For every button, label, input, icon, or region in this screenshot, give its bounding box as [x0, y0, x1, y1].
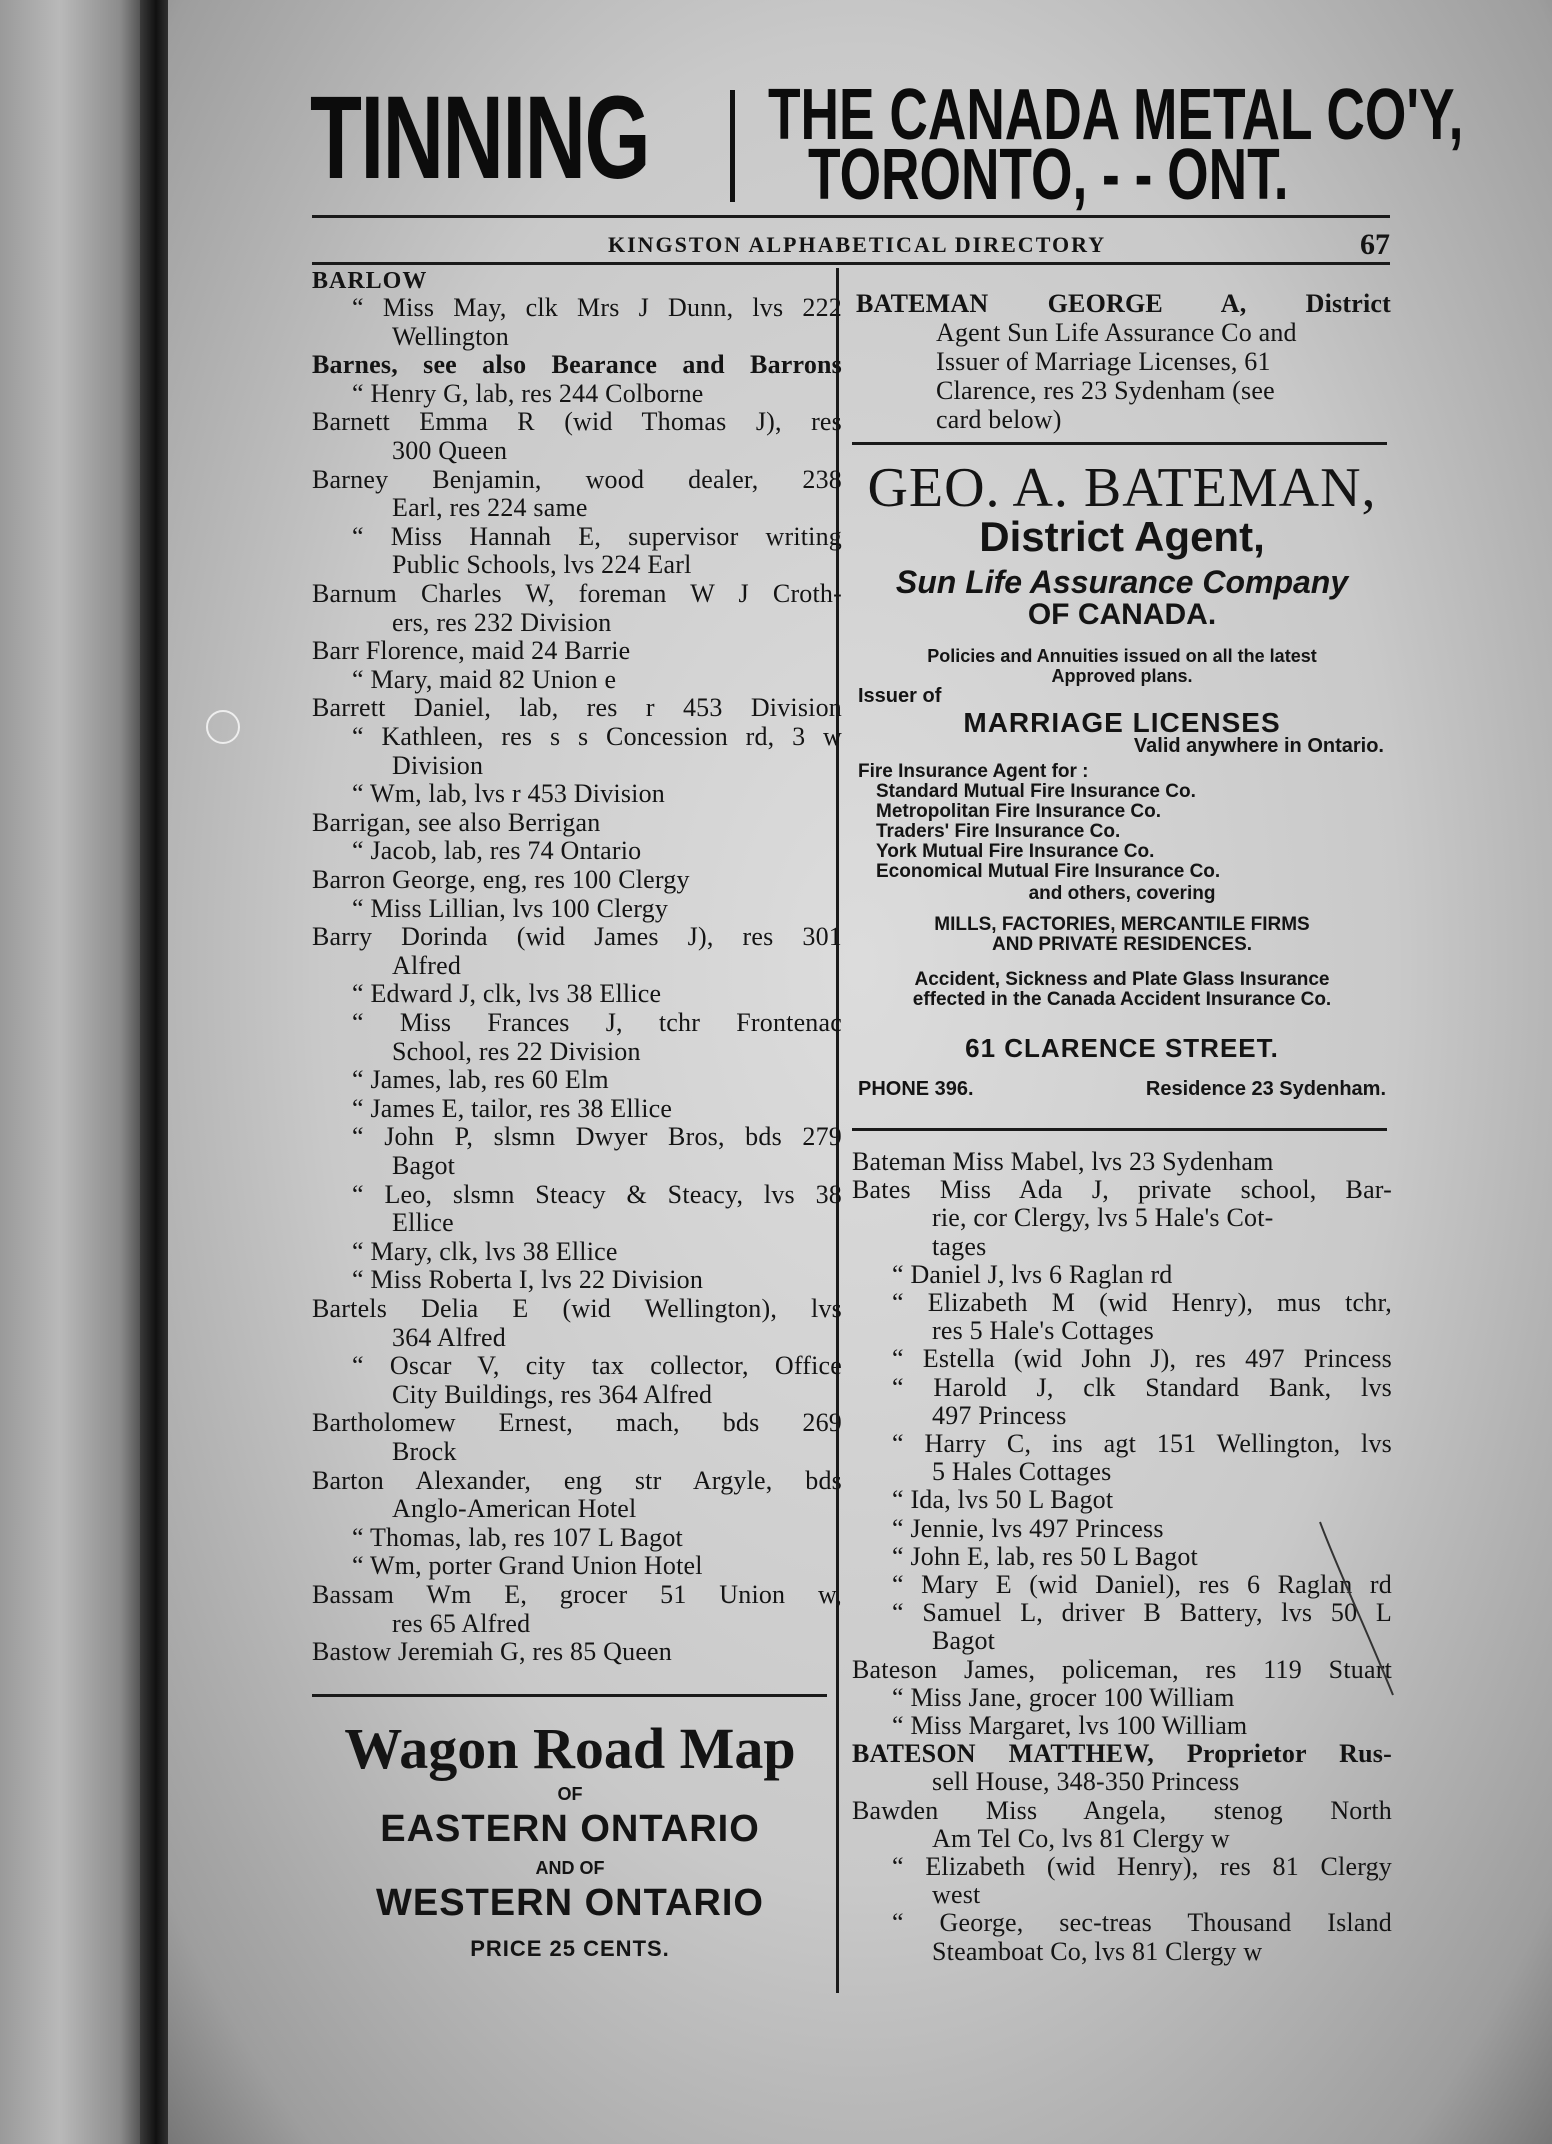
ad-fire-agent: Fire Insurance Agent for :: [858, 761, 1089, 782]
directory-entry: Bates Miss Ada J, private school, Bar-: [852, 1175, 1392, 1205]
directory-title: KINGSTON ALPHABETICAL DIRECTORY: [608, 232, 1107, 257]
directory-entry: sell House, 348-350 Princess: [932, 1767, 1240, 1797]
ad-accident-line1: Accident, Sickness and Plate Glass Insurance: [914, 969, 1330, 990]
directory-entry: “ Harry C, ins agt 151 Wellington, lvs: [892, 1429, 1392, 1458]
directory-entry: Alfred: [392, 950, 462, 980]
directory-entry: Steamboat Co, lvs 81 Clergy w: [932, 1936, 1263, 1966]
directory-entry: Bartholomew Ernest, mach, bds 269: [312, 1408, 842, 1438]
directory-entry: Barnum Charles W, foreman W J Croth-: [312, 579, 842, 608]
directory-entry: “ Leo, slsmn Steacy & Steacy, lvs 38: [352, 1179, 842, 1209]
directory-entry: 5 Hales Cottages: [932, 1457, 1112, 1487]
directory-entry: Barrigan, see also Berrigan: [312, 807, 601, 837]
directory-entry: “ John E, lab, res 50 L Bagot: [892, 1541, 1198, 1571]
banner-company-line2: TORONTO, - - ONT.: [808, 135, 1289, 215]
directory-entry: Barney Benjamin, wood dealer, 238: [312, 464, 842, 494]
directory-entry: “ Elizabeth (wid Henry), res 81 Clergy: [892, 1852, 1392, 1881]
ad-accident-line2: effected in the Canada Accident Insurance Co.: [912, 989, 1332, 1010]
bateman-advertisement: [852, 450, 1392, 1122]
directory-entry: “ Miss Margaret, lvs 100 William: [892, 1711, 1248, 1740]
directory-entry: “ Henry G, lab, res 244 Colborne: [352, 378, 704, 408]
directory-entry: “ Mary, maid 82 Union e: [352, 664, 617, 694]
directory-entry: Barry Dorinda (wid James J), res 301: [312, 922, 842, 952]
banner-company-line1: THE CANADA METAL CO'Y,: [768, 75, 1464, 155]
ad-street: 61 CLARENCE STREET.: [965, 1033, 1279, 1063]
directory-entry: BATEMAN GEORGE A, District: [856, 289, 1391, 318]
directory-entry: Bawden Miss Angela, stenog North: [852, 1795, 1392, 1825]
directory-entry: Bagot: [392, 1151, 456, 1180]
ad-country: OF CANADA.: [1027, 598, 1217, 631]
ad-mills: MILLS, FACTORIES, MERCANTILE FIRMS: [934, 914, 1310, 935]
directory-entry: “ Jennie, lvs 497 Princess: [892, 1513, 1164, 1543]
directory-entry: 364 Alfred: [392, 1322, 506, 1352]
running-head-rule: [312, 262, 1390, 265]
map-ad-eastern: EASTERN ONTARIO: [380, 1808, 760, 1850]
directory-entry: Bartels Delia E (wid Wellington), lvs: [312, 1294, 842, 1323]
running-head: [312, 228, 1390, 262]
page-number: 67: [1360, 228, 1390, 261]
directory-entry: School, res 22 Division: [392, 1036, 641, 1066]
left-column: [312, 268, 842, 1688]
directory-entry: Division: [392, 750, 484, 780]
directory-entry: Bassam Wm E, grocer 51 Union w,: [312, 1580, 842, 1609]
directory-entry: “ Miss Frances J, tchr Frontenac: [352, 1008, 842, 1037]
directory-entry: “ George, sec-treas Thousand Island: [892, 1908, 1392, 1938]
right-column-bottom: [852, 1148, 1392, 1998]
directory-entry: “ Estella (wid John J), res 497 Princess: [892, 1344, 1392, 1374]
map-ad-title: Wagon Road Map: [344, 1716, 796, 1781]
directory-entry: Barnes, see also Bearance and Barrons: [312, 350, 842, 380]
directory-entry: rie, cor Clergy, lvs 5 Hale's Cot-: [932, 1203, 1274, 1233]
directory-entry: tages: [932, 1231, 987, 1261]
ad-insurance-company: Metropolitan Fire Insurance Co.: [876, 801, 1162, 822]
map-ad-and-of: AND OF: [535, 1858, 605, 1878]
directory-entry: res 5 Hale's Cottages: [932, 1316, 1154, 1346]
map-ad-western: WESTERN ONTARIO: [376, 1882, 764, 1924]
section-heading: BARLOW: [312, 268, 428, 294]
directory-entry: “ Miss May, clk Mrs J Dunn, lvs 222: [352, 293, 842, 322]
directory-entry: “ Edward J, clk, lvs 38 Ellice: [352, 979, 662, 1009]
ad-rule-bottom: [852, 1128, 1387, 1131]
directory-entry: “ Samuel L, driver B Battery, lvs 50 L: [892, 1598, 1392, 1628]
ad-marriage-licenses: MARRIAGE LICENSES: [963, 707, 1281, 738]
directory-entry: “ Thomas, lab, res 107 L Bagot: [352, 1522, 683, 1552]
directory-entry: Barron George, eng, res 100 Clergy: [312, 865, 690, 894]
punch-hole: [206, 710, 240, 744]
tinning-banner: [310, 72, 1464, 215]
directory-entry: Bateman Miss Mabel, lvs 23 Sydenham: [852, 1147, 1274, 1176]
directory-entry: Earl, res 224 same: [392, 493, 588, 523]
directory-entry: “ Elizabeth M (wid Henry), mus tchr,: [892, 1288, 1392, 1317]
ad-phone: PHONE 396.: [858, 1078, 974, 1100]
right-column-top: [856, 290, 1391, 440]
directory-entry: 497 Princess: [932, 1400, 1067, 1430]
directory-entry: “ Miss Lillian, lvs 100 Clergy: [352, 893, 669, 923]
directory-entry: card below): [936, 405, 1062, 434]
banner-divider: [730, 90, 735, 202]
directory-entry: Am Tel Co, lvs 81 Clergy w: [932, 1823, 1230, 1853]
directory-entry: “ John P, slsmn Dwyer Bros, bds 279: [352, 1122, 842, 1152]
ad-role: District Agent,: [979, 513, 1265, 560]
directory-entry: “ James, lab, res 60 Elm: [352, 1065, 609, 1095]
directory-entry: Public Schools, lvs 224 Earl: [392, 550, 692, 580]
map-ad-of: OF: [557, 1784, 583, 1804]
directory-entry: Ellice: [392, 1208, 454, 1238]
ad-residence: Residence 23 Sydenham.: [1145, 1078, 1386, 1100]
directory-entry: Wellington: [392, 321, 509, 351]
directory-entry: “ Kathleen, res s s Concession rd, 3 w: [352, 722, 842, 751]
directory-entry: Bastow Jeremiah G, res 85 Queen: [312, 1637, 672, 1667]
directory-entry: BATESON MATTHEW, Proprietor Rus-: [852, 1739, 1392, 1769]
pencil-mark: [1318, 1520, 1398, 1700]
directory-entry: “ James E, tailor, res 38 Ellice: [352, 1093, 673, 1123]
ad-insurance-company: Traders' Fire Insurance Co.: [876, 821, 1121, 842]
directory-entry: Barnett Emma R (wid Thomas J), res: [312, 407, 842, 437]
directory-entry: “ Wm, lab, lvs r 453 Division: [352, 779, 665, 809]
header-rule: [312, 215, 1390, 218]
ad-insurance-company: Standard Mutual Fire Insurance Co.: [876, 781, 1196, 802]
directory-entry: “ Mary E (wid Daniel), res 6 Raglan rd: [892, 1570, 1392, 1599]
ad-name: GEO. A. BATEMAN,: [867, 457, 1377, 519]
directory-entry: “ Mary, clk, lvs 38 Ellice: [352, 1236, 618, 1266]
ad-policies-line2: Approved plans.: [1051, 666, 1193, 686]
directory-entry: “ Oscar V, city tax collector, Office: [352, 1351, 842, 1381]
ad-insurance-company: York Mutual Fire Insurance Co.: [876, 841, 1155, 862]
directory-entry: “ Wm, porter Grand Union Hotel: [352, 1551, 703, 1581]
directory-entry: “ Miss Hannah E, supervisor writing: [352, 521, 842, 551]
ad-policies-line1: Policies and Annuities issued on all the latest: [927, 646, 1317, 666]
wagon-road-map-advertisement: [300, 1700, 840, 2000]
directory-entry: res 65 Alfred: [392, 1608, 531, 1638]
ad-company: Sun Life Assurance Company: [895, 564, 1349, 600]
directory-entry: “ Miss Roberta I, lvs 22 Division: [352, 1265, 704, 1295]
directory-entry: ers, res 232 Division: [392, 607, 612, 637]
directory-entry: Anglo-American Hotel: [392, 1494, 637, 1524]
ad-valid: Valid anywhere in Ontario.: [1133, 735, 1384, 757]
ad-insurance-company: Economical Mutual Fire Insurance Co.: [876, 861, 1221, 882]
ad-others: and others, covering: [1028, 883, 1216, 904]
directory-entry: Barr Florence, maid 24 Barrie: [312, 636, 631, 666]
map-ad-rule: [312, 1694, 827, 1697]
directory-entry: Clarence, res 23 Sydenham (see: [936, 376, 1275, 405]
directory-entry: Barrett Daniel, lab, res r 453 Division: [312, 693, 842, 723]
directory-entry: “ Daniel J, lvs 6 Raglan rd: [892, 1259, 1173, 1289]
directory-entry: Bateson James, policeman, res 119 Stuart: [852, 1654, 1392, 1684]
directory-entry: “ Harold J, clk Standard Bank, lvs: [892, 1372, 1392, 1402]
facing-page-edge: [0, 0, 150, 2144]
directory-entry: Brock: [392, 1437, 457, 1466]
directory-entry: 300 Queen: [392, 436, 508, 465]
directory-entry: “ Miss Jane, grocer 100 William: [892, 1682, 1235, 1712]
ad-rule-top: [852, 442, 1387, 445]
directory-entry: Issuer of Marriage Licenses, 61: [936, 347, 1271, 376]
ad-private-residences: AND PRIVATE RESIDENCES.: [991, 934, 1253, 955]
directory-entry: Bagot: [932, 1626, 996, 1656]
directory-entry: “ Ida, lvs 50 L Bagot: [892, 1485, 1114, 1515]
map-ad-price: PRICE 25 CENTS.: [470, 1936, 670, 1961]
directory-entry: Barton Alexander, eng str Argyle, bds: [312, 1465, 842, 1495]
directory-entry: City Buildings, res 364 Alfred: [392, 1379, 713, 1409]
directory-entry: west: [932, 1880, 981, 1910]
directory-entry: Agent Sun Life Assurance Co and: [936, 318, 1297, 347]
banner-tinning-text: TINNING: [310, 72, 650, 204]
ad-issuer-of: Issuer of: [858, 685, 942, 707]
directory-entry: “ Jacob, lab, res 74 Ontario: [352, 836, 642, 866]
